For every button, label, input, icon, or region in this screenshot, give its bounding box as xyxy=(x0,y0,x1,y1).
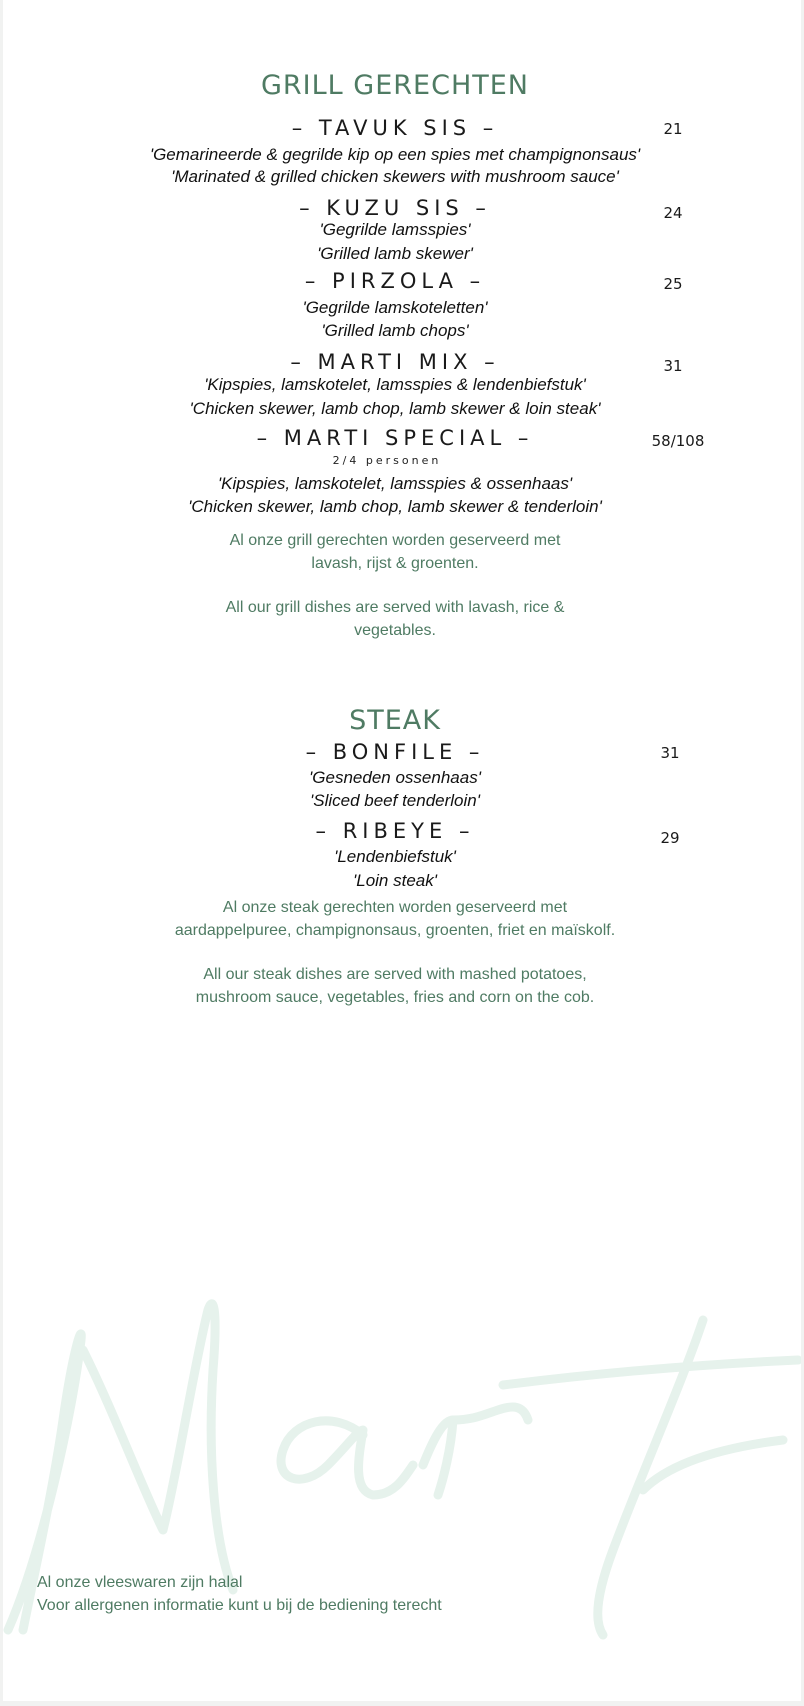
steak-section-title: STEAK xyxy=(349,705,441,736)
dish-desc-en-pirzola: 'Grilled lamb chops' xyxy=(321,321,469,340)
dish-price-tavuk-sis: 21 xyxy=(663,120,683,138)
dish-desc-en-bonfile: 'Sliced beef tenderloin' xyxy=(310,791,480,810)
grill-note-nl-line2: lavash, rijst & groenten. xyxy=(311,555,479,572)
dish-name-tavuk-sis: – TAVUK SIS – xyxy=(291,116,499,140)
grill-note-en-line2: vegetables. xyxy=(354,622,436,639)
dish-price-pirzola: 25 xyxy=(663,275,683,293)
menu-page xyxy=(3,0,801,1701)
dish-name-ribeye: – RIBEYE – xyxy=(315,819,475,843)
dish-desc-en-ribeye: 'Loin steak' xyxy=(353,871,437,890)
dish-name-pirzola: – PIRZOLA – xyxy=(304,269,486,293)
dish-desc-en-kuzu-sis: 'Grilled lamb skewer' xyxy=(317,244,473,263)
dish-desc-nl-marti-mix: 'Kipspies, lamskotelet, lamsspies & lendenbiefstuk' xyxy=(204,375,586,394)
steak-note-en-line1: All our steak dishes are served with mashed potatoes, xyxy=(203,966,587,983)
steak-note-nl-line2: aardappelpuree, champignonsaus, groenten, friet en maïskolf. xyxy=(174,922,616,939)
steak-note-nl-line1: Al onze steak gerechten worden geserveerd met xyxy=(222,899,568,916)
dish-desc-nl-marti-special: 'Kipspies, lamskotelet, lamsspies & ossenhaas' xyxy=(217,474,573,493)
dish-desc-en-tavuk-sis: 'Marinated & grilled chicken skewers with mushroom sauce' xyxy=(171,167,619,186)
steak-note-en-line2: mushroom sauce, vegetables, fries and corn on the cob. xyxy=(195,989,595,1006)
dish-price-ribeye: 29 xyxy=(660,829,680,847)
dish-desc-en-marti-mix: 'Chicken skewer, lamb chop, lamb skewer & loin steak' xyxy=(189,399,601,418)
dish-name-bonfile: – BONFILE – xyxy=(305,740,485,764)
footer-allergen-note: Voor allergenen informatie kunt u bij de bediening terecht xyxy=(37,1597,442,1614)
dish-name-marti-special: – MARTI SPECIAL – xyxy=(256,426,534,450)
dish-price-marti-mix: 31 xyxy=(663,357,683,375)
footer-halal-note: Al onze vleeswaren zijn halal xyxy=(37,1574,243,1591)
dish-persons-marti-special: 2/4 personen xyxy=(332,454,442,467)
dish-name-kuzu-sis: – KUZU SIS – xyxy=(299,196,491,220)
dish-price-bonfile: 31 xyxy=(660,744,680,762)
dish-desc-nl-kuzu-sis: 'Gegrilde lamsspies' xyxy=(319,220,471,239)
dish-desc-nl-ribeye: 'Lendenbiefstuk' xyxy=(334,847,456,866)
dish-desc-nl-pirzola: 'Gegrilde lamskoteletten' xyxy=(302,298,488,317)
dish-desc-nl-bonfile: 'Gesneden ossenhaas' xyxy=(309,768,481,787)
dish-price-kuzu-sis: 24 xyxy=(663,204,683,222)
grill-section-title: GRILL GERECHTEN xyxy=(260,70,530,101)
dish-desc-en-marti-special: 'Chicken skewer, lamb chop, lamb skewer & tenderloin' xyxy=(188,497,602,516)
dish-name-marti-mix: – MARTI MIX – xyxy=(290,350,500,374)
dish-price-marti-special: 58/108 xyxy=(651,432,705,450)
grill-note-en-line1: All our grill dishes are served with lavash, rice & xyxy=(225,599,565,616)
grill-note-nl-line1: Al onze grill gerechten worden geserveerd met xyxy=(229,532,561,549)
dish-desc-nl-tavuk-sis: 'Gemarineerde & gegrilde kip op een spies met champignonsaus' xyxy=(149,145,641,164)
